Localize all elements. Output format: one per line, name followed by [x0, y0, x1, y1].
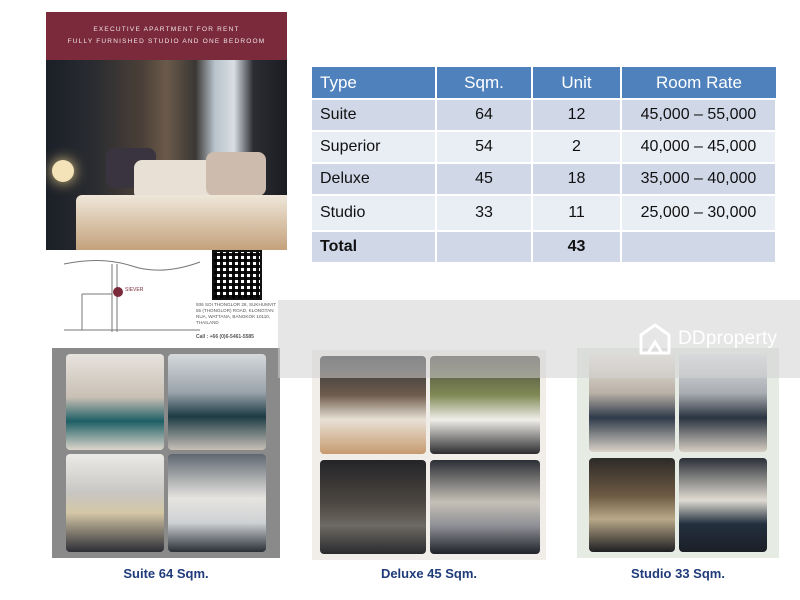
table-total-row: [312, 231, 776, 262]
type-cell: Deluxe: [312, 163, 436, 195]
col-header-rate: Room Rate: [621, 67, 776, 99]
unit-cell: 18: [532, 163, 621, 195]
location-map: [62, 254, 202, 334]
pillow-shape: [134, 160, 214, 200]
qr-code: [212, 250, 262, 300]
unit-cell: 12: [532, 99, 621, 131]
table-row: [312, 163, 776, 195]
sqm-cell: 45: [436, 163, 532, 195]
total-sqm-cell: [436, 231, 532, 262]
col-header-unit: Unit: [532, 67, 621, 99]
suite-dining-photo: [66, 454, 164, 552]
map-brand-label: SIEVER: [125, 287, 144, 293]
rate-cell: 25,000 – 30,000: [621, 195, 776, 231]
watermark-band: [278, 300, 800, 378]
unit-cell: 2: [532, 131, 621, 163]
studio-kitchen-photo: [679, 458, 767, 552]
deluxe-caption: Deluxe 45 Sqm.: [380, 566, 478, 581]
map-pin-icon: [113, 287, 123, 297]
suite-living-photo: [168, 354, 266, 450]
sqm-cell: 64: [436, 99, 532, 131]
table-row: [312, 195, 776, 231]
ddproperty-logo-icon: [638, 322, 672, 356]
flyer-address: 936 SOI THONGLOR 26, SUKHUMVIT 55 (THONGLOR) ROAD, KLONGTAN NUA, WATTANA, BANGKOK 10110, THAILAND: [196, 302, 276, 325]
type-cell: Suite: [312, 99, 436, 131]
col-header-sqm: Sqm.: [436, 67, 532, 99]
bedroom-photo: [46, 60, 287, 250]
suite-kitchen-photo: [168, 454, 266, 552]
table-row: [312, 99, 776, 131]
studio-shelf-photo: [589, 458, 675, 552]
pillow-shape: [206, 152, 266, 196]
col-header-type: Type: [312, 67, 436, 99]
studio-photo-collage: [577, 348, 779, 558]
rate-cell: 35,000 – 40,000: [621, 163, 776, 195]
type-cell: Superior: [312, 131, 436, 163]
flyer-banner-line2: FULLY FURNISHED STUDIO AND ONE BEDROOM: [67, 38, 266, 45]
deluxe-kitchen-photo: [430, 460, 540, 554]
flyer-banner: [46, 12, 287, 60]
rental-flyer: [46, 12, 287, 342]
suite-photo-collage: [52, 348, 280, 558]
unit-cell: 11: [532, 195, 621, 231]
type-cell: Studio: [312, 195, 436, 231]
table-header-row: [312, 67, 776, 99]
total-rate-cell: [621, 231, 776, 262]
suite-bedroom-photo: [66, 354, 164, 450]
rate-cell: 40,000 – 45,000: [621, 131, 776, 163]
rate-cell: 45,000 – 55,000: [621, 99, 776, 131]
suite-caption: Suite 64 Sqm.: [123, 566, 209, 581]
total-label-cell: Total: [312, 231, 436, 262]
total-unit-cell: 43: [532, 231, 621, 262]
studio-caption: Studio 33 Sqm.: [631, 566, 725, 581]
flyer-banner-line1: EXECUTIVE APARTMENT FOR RENT: [93, 26, 240, 33]
sqm-cell: 54: [436, 131, 532, 163]
deluxe-photo-collage: [312, 350, 546, 560]
sqm-cell: 33: [436, 195, 532, 231]
lamp-shape: [52, 160, 74, 182]
room-rate-table: [312, 67, 777, 262]
bed-shape: [76, 195, 287, 250]
deluxe-shelf-photo: [320, 460, 426, 554]
flyer-phone: Call : +66 (0)6-5461-5585: [196, 334, 254, 340]
watermark-text: DDproperty: [678, 328, 778, 349]
table-row: [312, 131, 776, 163]
